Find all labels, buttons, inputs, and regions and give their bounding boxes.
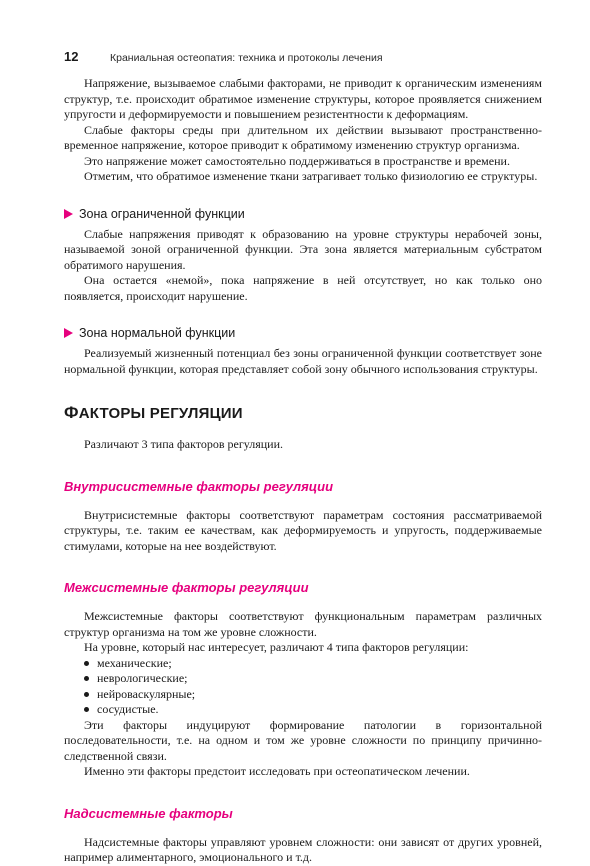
- paragraph: Слабые факторы среды при длительном их действии вызывают пространственно-временное напряжение, которое приводит к обратимому изменению структур организма.: [64, 122, 542, 152]
- paragraph: Эти факторы индуцируют формирование патологии в горизонтальной последовательности, т.е. на одном и том же уровне сложности по принципу причинно-следственной связи.: [64, 717, 542, 763]
- zone-limited-heading: [64, 207, 542, 221]
- paragraph: Межсистемные факторы соответствуют функциональным параметрам различных структур организма на том же уровне сложности.: [64, 609, 542, 639]
- regulation-factor-list: [64, 656, 542, 718]
- heading-text: Зона нормальной функции: [79, 326, 236, 340]
- list-item-text: нейроваскулярные;: [97, 686, 196, 701]
- bullet-icon: [84, 676, 89, 681]
- triangle-arrow-icon: [64, 209, 73, 219]
- list-item: [84, 702, 542, 718]
- heading-text: Зона ограниченной функции: [79, 206, 245, 221]
- running-title: Краниальная остеопатия: техника и протоколы лечения: [110, 52, 383, 64]
- intersystem-heading: Межсистемные факторы регуляции: [64, 580, 309, 595]
- paragraph: Именно эти факторы предстоит исследовать при остеопатическом лечении.: [84, 764, 470, 778]
- bullet-icon: [84, 707, 89, 712]
- paragraph: Она остается «немой», пока напряжение в ней отсутствует, но как только оно появляется, происходит нарушение.: [64, 273, 542, 303]
- section-heading: [64, 403, 542, 423]
- bullet-icon: [84, 692, 89, 697]
- paragraph: Надсистемные факторы управляют уровнем сложности: они зависят от других уровней, например алиментарного, эмоционального и т.д.: [64, 834, 542, 864]
- suprasystem-heading: Надсистемные факторы: [64, 805, 233, 821]
- paragraph: Внутрисистемные факторы соответствуют параметрам состояния рассматриваемой структуры, т.е. таким ее качествам, как деформируемость и упругость, поддерживаемые стимулами, которые на нее воздействуют.: [64, 507, 542, 553]
- paragraph: Различают 3 типа факторов регуляции.: [84, 437, 283, 451]
- list-item: [84, 687, 542, 703]
- list-item: [84, 671, 542, 687]
- paragraph: Напряжение, вызываемое слабыми факторами, не приводит к органическим изменениям структур, т.е. происходит обратимое изменение структуры, которое проявляется снижением упругости и деформируемости и повышением резистентности к деформациям.: [64, 76, 542, 121]
- paragraph: Слабые напряжения приводят к образованию на уровне структуры нерабочей зоны, называемой зоной ограниченной функции. Эта зона является материальным субстратом обратимого нарушения.: [64, 226, 542, 272]
- paragraph: Отметим, что обратимое изменение ткани затрагивает только физиологию ее структуры.: [84, 169, 538, 183]
- list-item: [84, 656, 542, 672]
- running-head: [64, 49, 544, 64]
- list-item-text: неврологические;: [97, 671, 188, 685]
- triangle-arrow-icon: [64, 328, 73, 338]
- bullet-icon: [84, 661, 89, 666]
- heading-rest: АКТОРЫ РЕГУЛЯЦИИ: [78, 405, 243, 422]
- page-number: 12: [64, 49, 79, 64]
- list-item-text: механические;: [97, 655, 172, 670]
- paragraph: Реализуемый жизненный потенциал без зоны ограниченной функции соответствует зоне нормальной функции, которая представляет собой зону обычного использования структуры.: [64, 346, 542, 376]
- paragraph: На уровне, который нас интересует, различают 4 типа факторов регуляции:: [84, 640, 469, 654]
- list-item-text: сосудистые.: [97, 702, 159, 716]
- paragraph: Это напряжение может самостоятельно поддерживаться в пространстве и времени.: [84, 153, 510, 168]
- zone-normal-heading: [64, 326, 542, 340]
- page-content: [64, 76, 542, 866]
- intrasystem-heading: Внутрисистемные факторы регуляции: [64, 478, 334, 494]
- heading-cap: Ф: [64, 403, 79, 422]
